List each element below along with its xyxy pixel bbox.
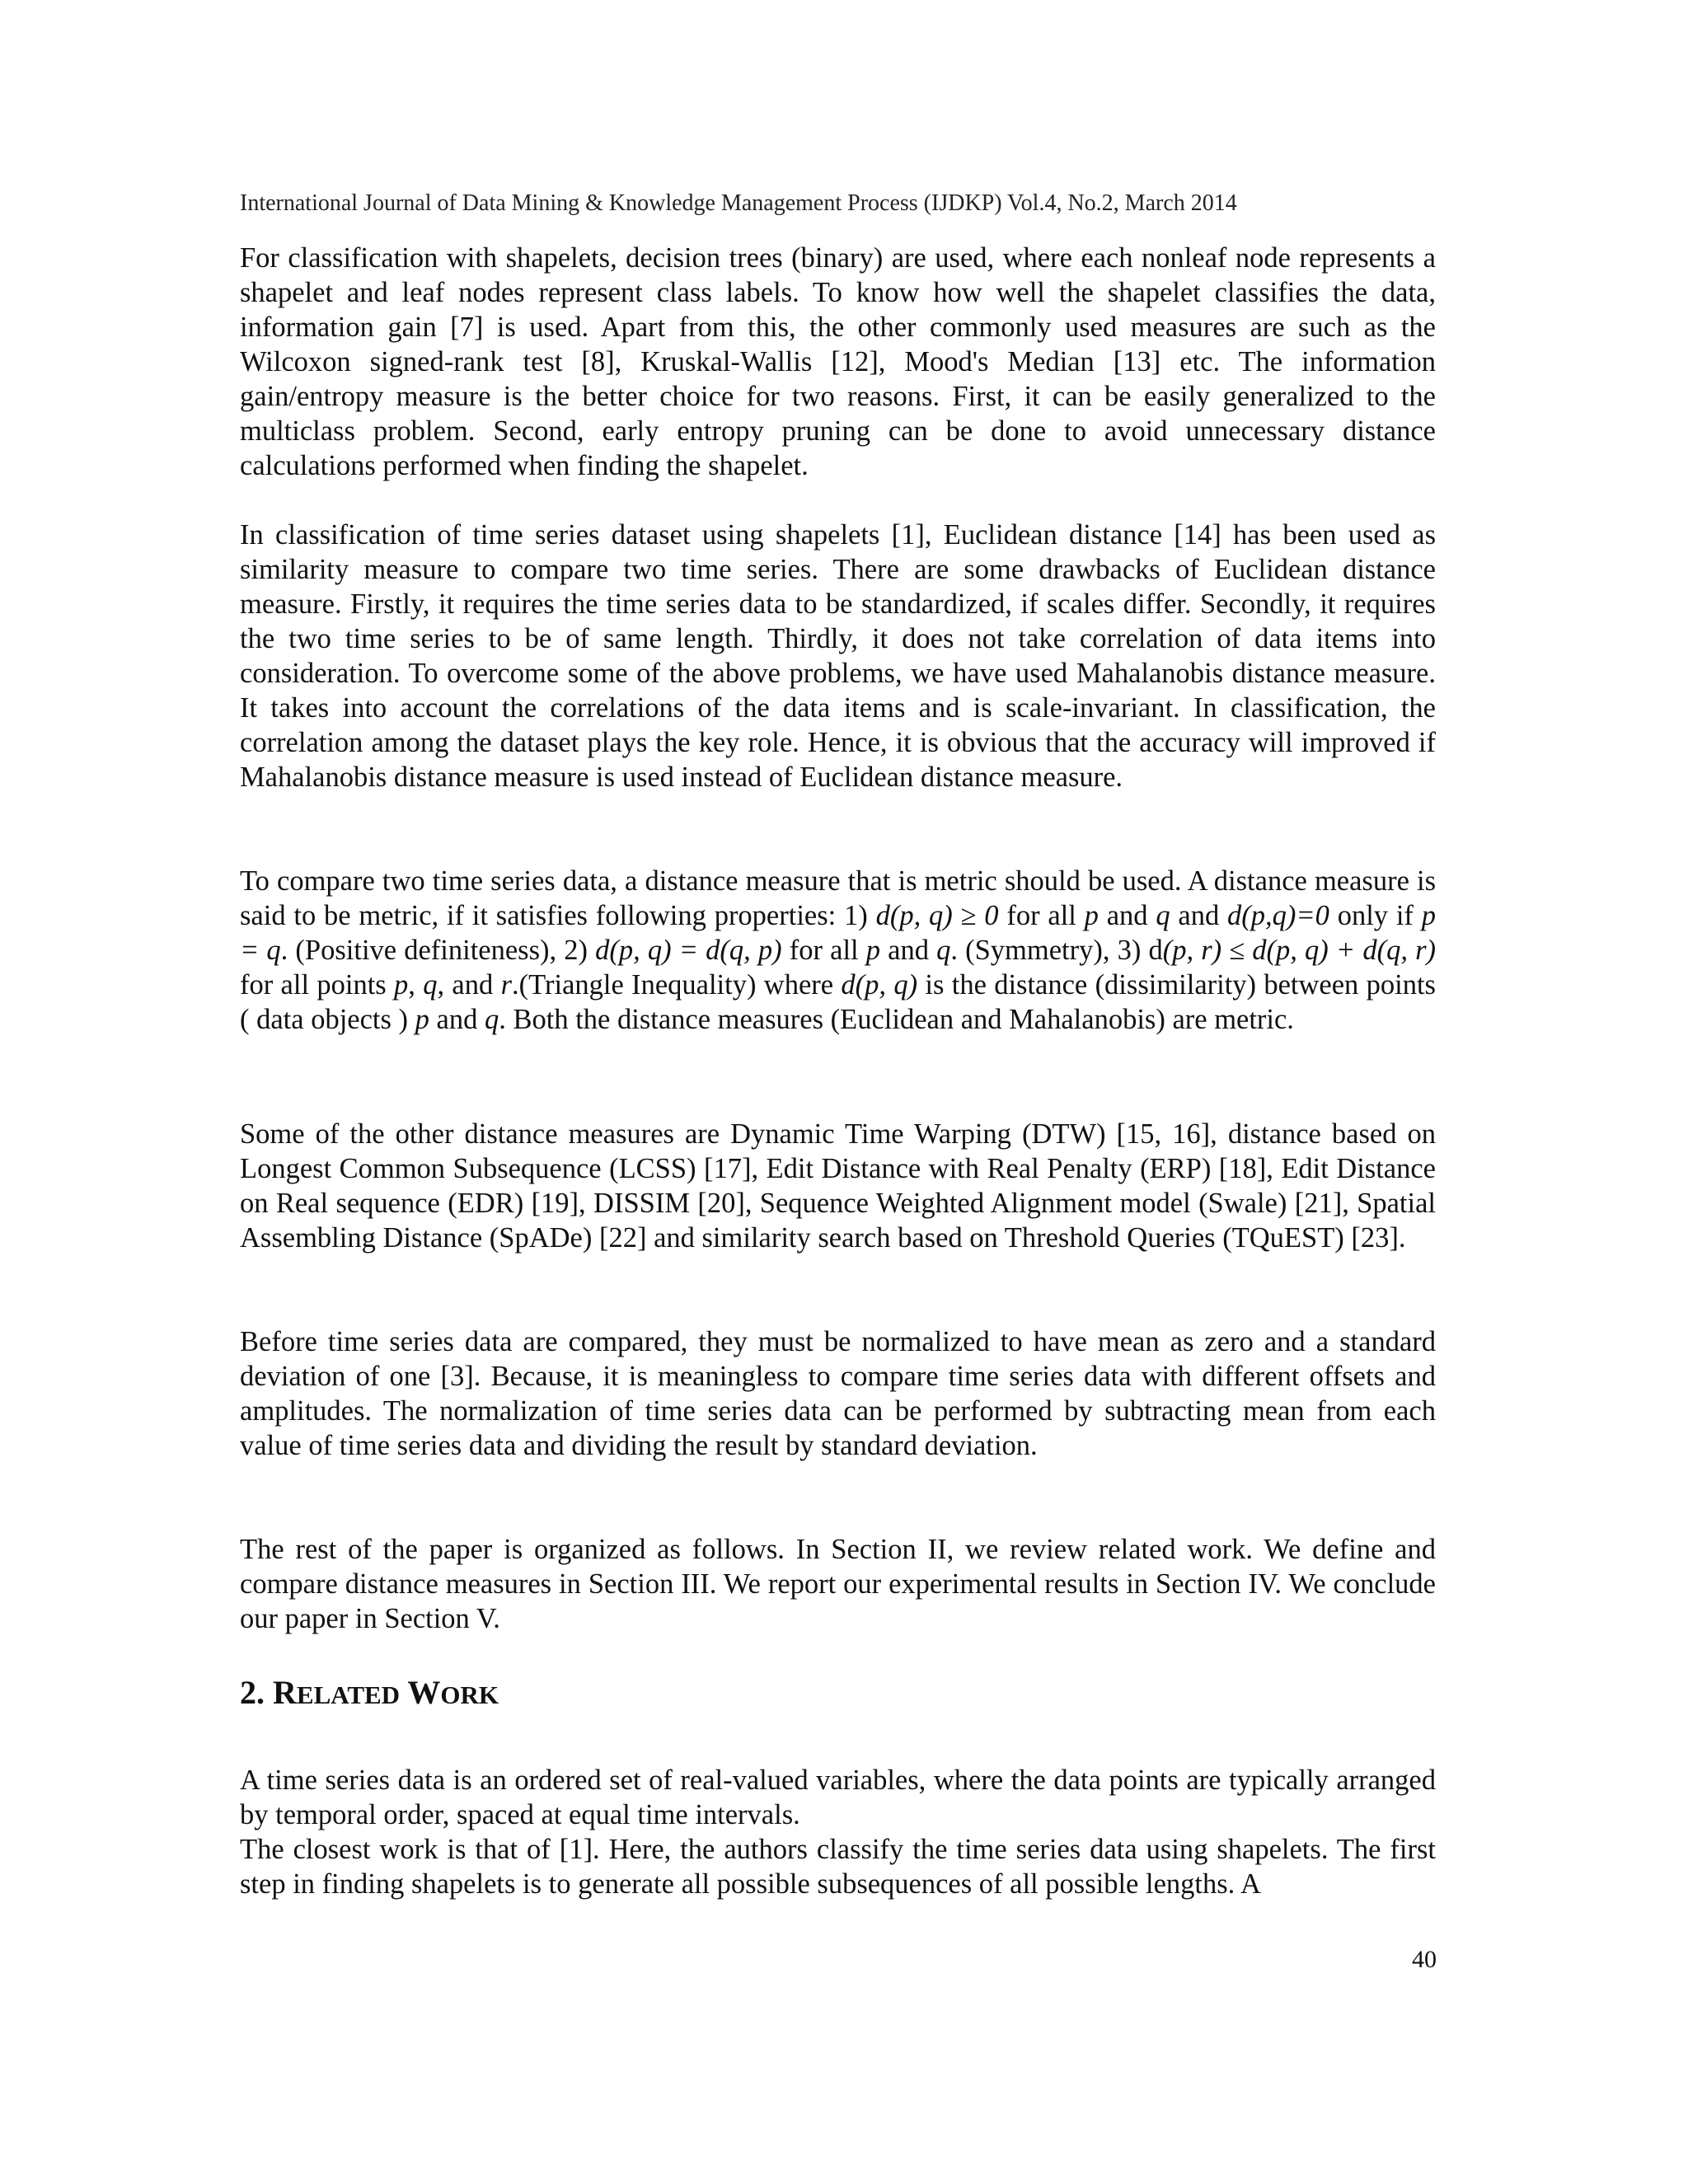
paragraph-metric-properties: [240, 864, 1436, 1037]
math-expression: d(p,q)=0: [1227, 900, 1329, 931]
math-expression: (p, r) ≤ d(p, q) + d(q, r): [1162, 935, 1436, 966]
math-variable: r: [500, 969, 513, 1001]
math-expression: p = q: [240, 900, 1436, 966]
text-run: . (Symmetry), 3) d: [950, 935, 1163, 966]
text-run: .(Triangle Inequality) where: [512, 969, 842, 1001]
paragraph-time-series-definition: [240, 1763, 1436, 1832]
text-run: for all points: [240, 969, 395, 1001]
paragraph-normalization: [240, 1324, 1436, 1463]
math-variable: q: [1156, 900, 1170, 931]
paragraph-text: [240, 864, 1436, 1037]
text-run: To compare two time series data, a distance measure that is metric should be used. A distance measure is said to be metric, if it satisfies following properties: 1): [240, 865, 1436, 931]
text-run: and: [880, 935, 937, 966]
paragraph-closest-work: [240, 1832, 1436, 1901]
paragraph-shapelet-classification: [240, 241, 1436, 483]
heading-initial: R: [273, 1674, 297, 1711]
paragraph-paper-organization: [240, 1532, 1436, 1636]
running-header: International Journal of Data Mining & Knowledge Management Process (IJDKP) Vol.4, No.2, March 2014: [240, 190, 1237, 216]
text-run: and: [1098, 900, 1156, 931]
math-variable: p: [865, 935, 881, 966]
text-run: and: [1170, 900, 1227, 931]
page-number: 40: [1412, 1946, 1437, 1973]
paragraph-text: Before time series data are compared, they must be normalized to have mean as zero and a standard deviation of one [3]. Because, it is meaningless to compare time series data with different offsets and amplitudes. The normalization of time series data can be performed by subtracting mean from each value of time series data and dividing the result by standard deviation.: [240, 1326, 1436, 1461]
math-variable: p: [1084, 900, 1099, 931]
text-run: . (Positive definiteness), 2): [280, 935, 596, 966]
paragraph-text: Some of the other distance measures are Dynamic Time Warping (DTW) [15, 16], distance based on Longest Common Subsequence (LCSS) [17], Edit Distance with Real Penalty (ERP) [18], Edit Distance on Real sequence (EDR) [19], DISSIM [20], Sequence Weighted Alignment model (Swale) [21], Spatial Assembling Distance (SpADe) [22] and similarity search based on Threshold Queries (TQuEST) [23].: [240, 1118, 1436, 1254]
heading-small-caps: ORK: [440, 1680, 499, 1709]
paragraph-text: For classification with shapelets, decision trees (binary) are used, where each nonleaf node represents a shapelet and leaf nodes represent class labels. To know how well the shapelet classifies the data, information gain [7] is used. Apart from this, the other commonly used measures are such as the Wilcoxon signed-rank test [8], Kruskal-Wallis [12], Mood's Median [13] etc. The information gain/entropy measure is the better choice for two reasons. First, it can be easily generalized to the multiclass problem. Second, early entropy pruning can be done to avoid unnecessary distance calculations performed when finding the shapelet.: [240, 242, 1436, 481]
math-expression: d(p, q): [841, 969, 918, 1001]
math-variable: q: [936, 935, 951, 966]
text-run: only if: [1329, 900, 1422, 931]
math-variable: p: [415, 1004, 429, 1035]
text-run: for all: [998, 900, 1085, 931]
text-run: and: [429, 1004, 485, 1035]
paragraph-text: The closest work is that of [1]. Here, the authors classify the time series data using shapelets. The first step in finding shapelets is to generate all possible subsequences of all possible lengths. A: [240, 1834, 1436, 1900]
text-run: , and: [437, 969, 501, 1001]
math-variable: p: [394, 969, 409, 1001]
math-expression: d(p, q) = d(q, p): [595, 935, 782, 966]
heading-small-caps: ELATED: [296, 1680, 401, 1709]
heading-initial: W: [407, 1674, 441, 1711]
math-expression: d(p, q) ≥ 0: [875, 900, 999, 931]
section-number: 2.: [240, 1674, 273, 1711]
section-heading-related-work: [240, 1673, 499, 1715]
paragraph-other-distance-measures: [240, 1117, 1436, 1255]
paragraph-euclidean-drawbacks: [240, 518, 1436, 794]
text-run: . Both the distance measures (Euclidean and Mahalanobis) are metric.: [499, 1004, 1294, 1035]
text-run: ,: [408, 969, 424, 1001]
text-run: is the distance (dissimilarity) between points ( data objects ): [240, 969, 1436, 1035]
paragraph-text: In classification of time series dataset using shapelets [1], Euclidean distance [14] has been used as similarity measure to compare two time series. There are some drawbacks of Euclidean distance measure. Firstly, it requires the time series data to be standardized, if scales differ. Secondly, it requires the two time series to be of same length. Thirdly, it does not take correlation of data items into consideration. To overcome some of the above problems, we have used Mahalanobis distance measure. It takes into account the correlations of the data items and is scale-invariant. In classification, the correlation among the dataset plays the key role. Hence, it is obvious that the accuracy will improved if Mahalanobis distance measure is used instead of Euclidean distance measure.: [240, 519, 1436, 793]
text-run: for all: [781, 935, 866, 966]
paragraph-text: A time series data is an ordered set of real-valued variables, where the data points are typically arranged by temporal order, spaced at equal time intervals.: [240, 1765, 1436, 1830]
paragraph-text: The rest of the paper is organized as follows. In Section II, we review related work. We define and compare distance measures in Section III. We report our experimental results in Section IV. We conclude our paper in Section V.: [240, 1534, 1436, 1634]
math-variable: q: [485, 1004, 499, 1035]
math-variable: q: [423, 969, 438, 1001]
